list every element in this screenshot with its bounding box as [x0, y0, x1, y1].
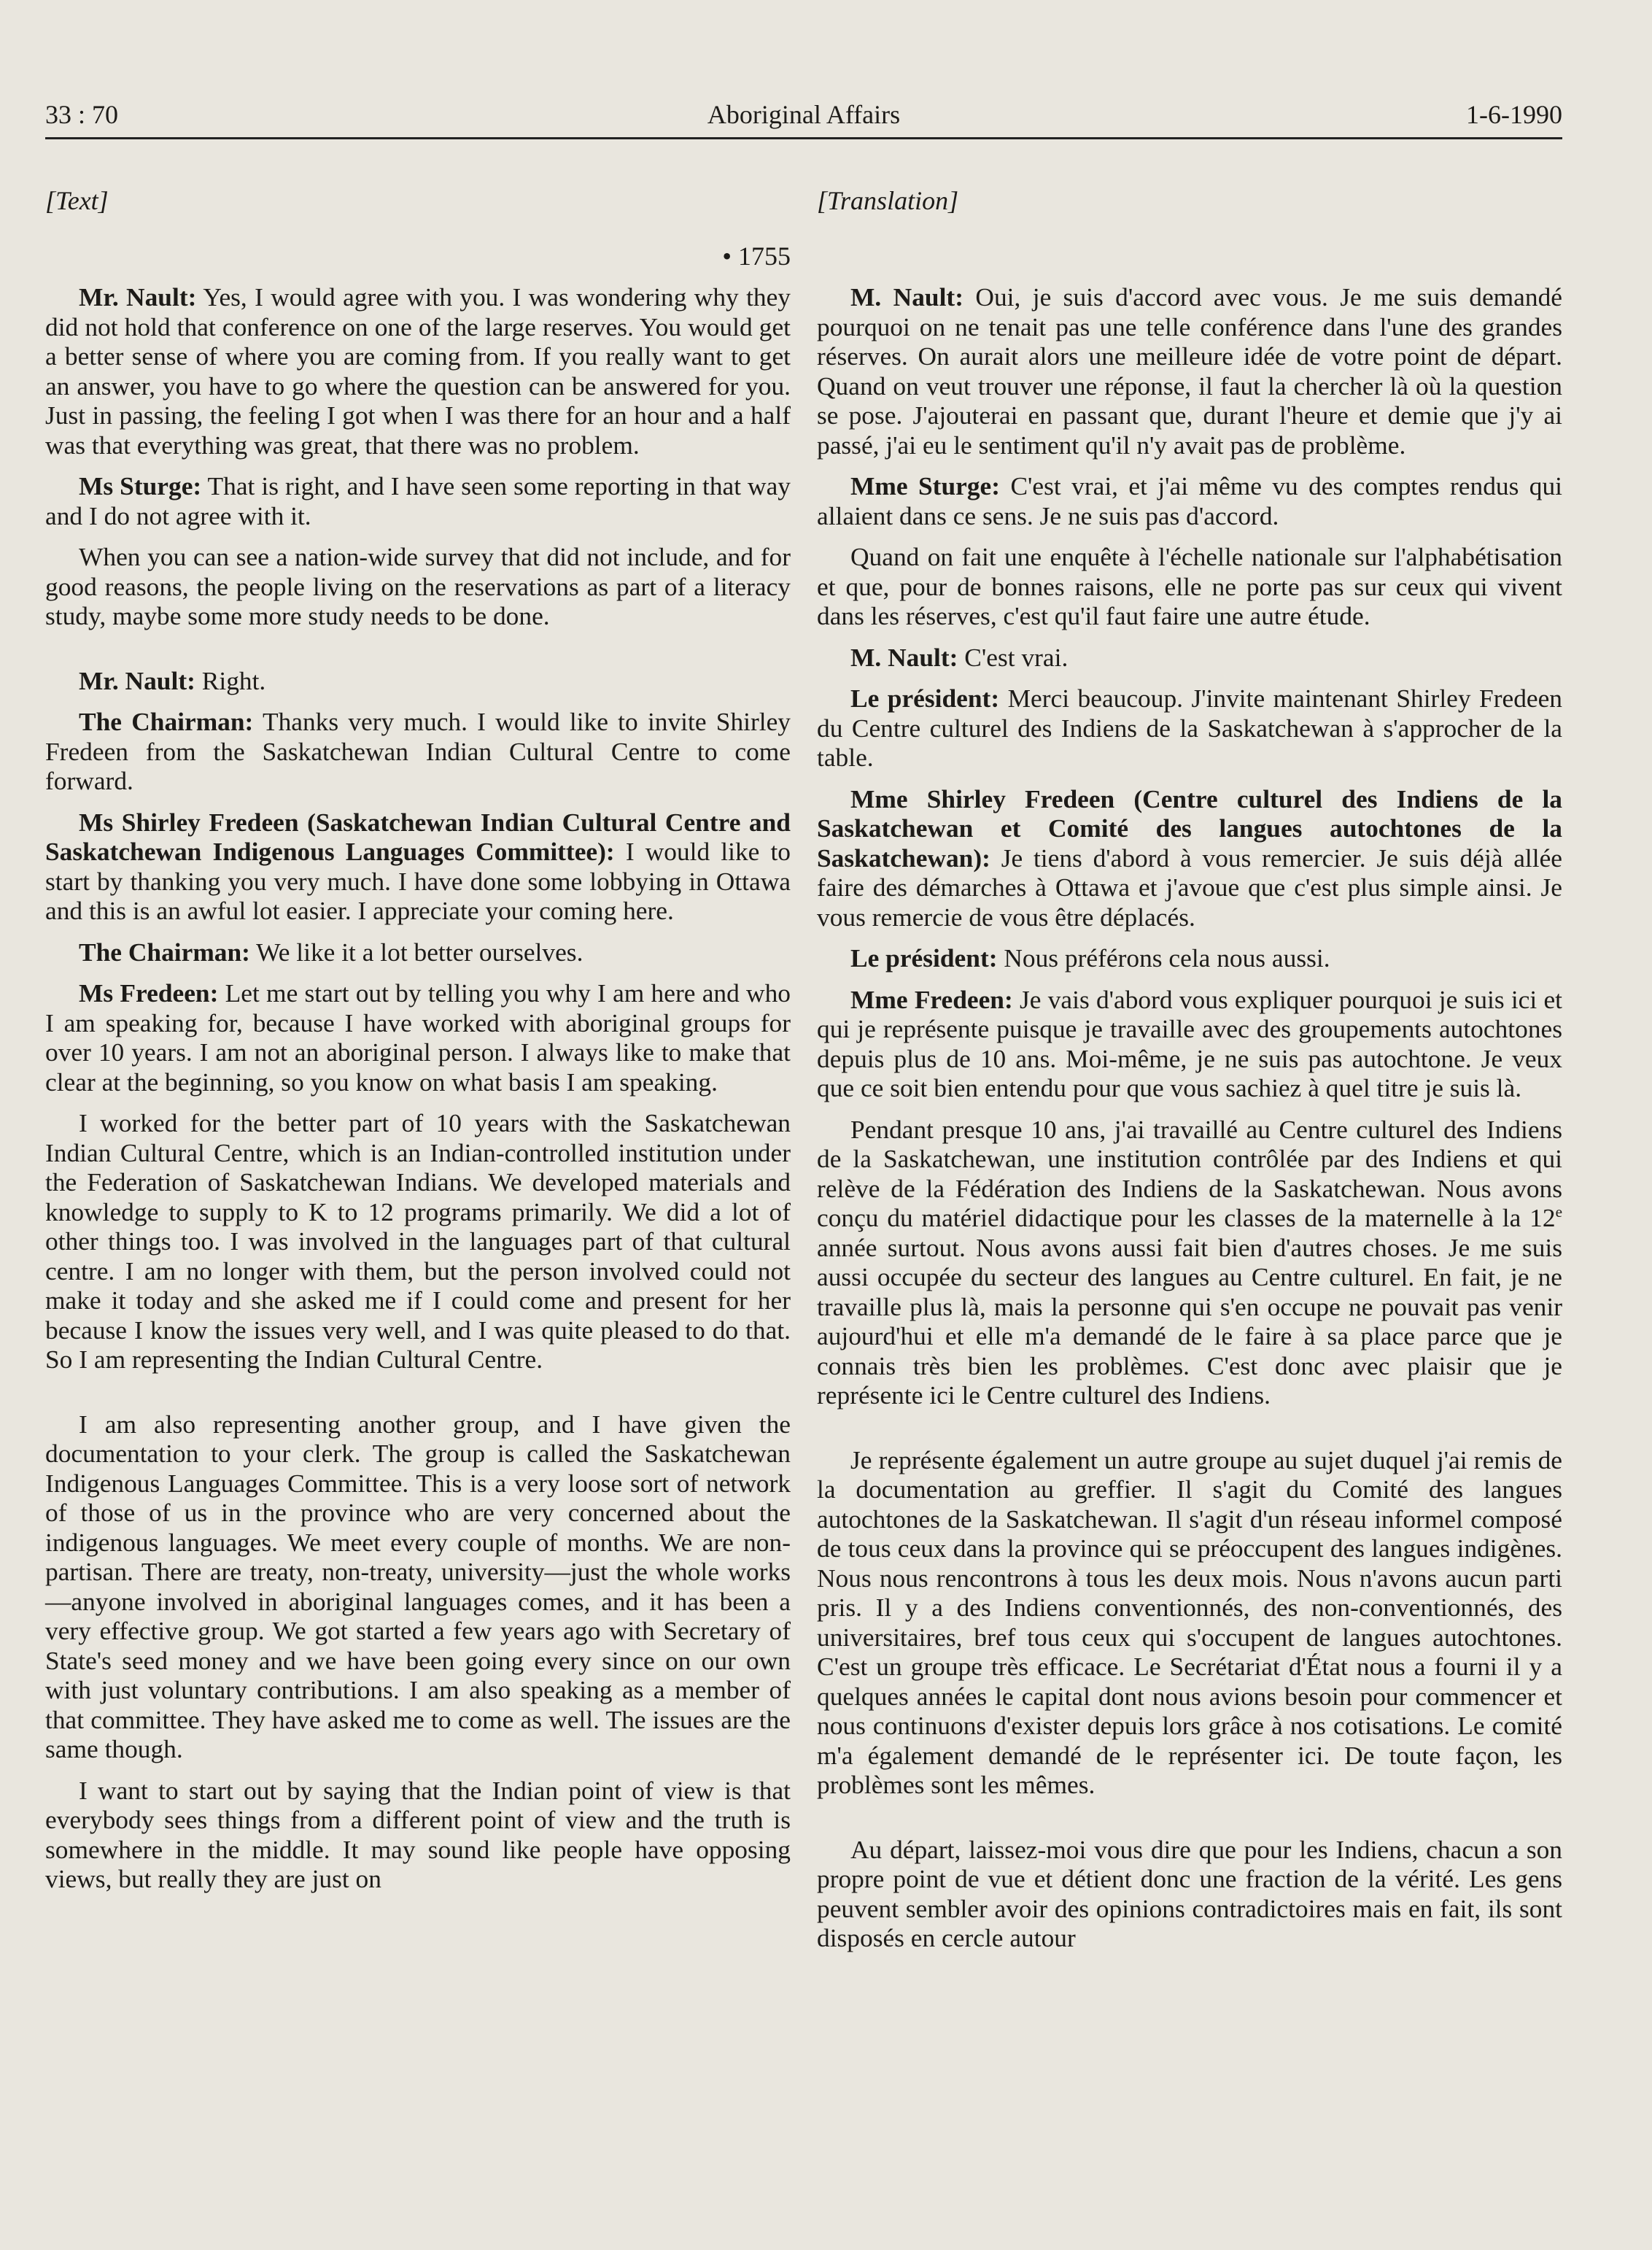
speaker-name: Le président:: [850, 684, 1000, 713]
page-reference: 33 : 70: [45, 100, 119, 129]
paragraph-text: Je tiens d'abord à vous remercier. Je suis déjà allée faire des démarches à Ottawa et j'avoue que c'est plus simple ainsi. Je vous remercie de vous être déplacés.: [817, 843, 1562, 932]
paragraph-text: Pendant presque 10 ans, j'ai travaillé au Centre culturel des Indiens de la Saskatchewan, une institution contrôlée par des Indiens et qui relève de la Fédération des Indiens de la Saskatchewan. Nous avons conçu du matériel didactique pour les classes de la maternelle à la 12: [817, 1114, 1562, 1232]
paragraph: [817, 471, 1562, 530]
paragraph-gap: [45, 643, 791, 666]
speaker-name: Mr. Nault:: [79, 282, 197, 312]
paragraph: [45, 1108, 791, 1375]
paragraph-text: Au départ, laissez-moi vous dire que pour les Indiens, chacun a son propre point de vue et détient donc une fraction de la vérité. Les gens peuvent sembler avoir des opinions contradictoires mais en fait, ils sont disposés en cercle autour: [817, 1834, 1562, 1952]
paragraph-text: Yes, I would agree with you. I was wondering why they did not hold that conference on one of the large reserves. You would get a better sense of where you are coming from. If you really want to get an answer, you have to go where the question can be answered for you. Just in passing, the feeling I got when I was there for an hour and a half was that everything was great, that there was no problem.: [45, 282, 791, 460]
page-header: [45, 95, 1562, 139]
paragraph-text: Quand on fait une enquête à l'échelle nationale sur l'alphabétisation et que, pour de bonnes raisons, elle ne porte pas sur ceux qui vivent dans les réserves, c'est qu'il faut faire une autre étude.: [817, 542, 1562, 630]
paragraph: [45, 808, 791, 926]
paragraph: [45, 542, 791, 631]
paragraph: [817, 1445, 1562, 1800]
paragraph-text: Oui, je suis d'accord avec vous. Je me suis demandé pourquoi on ne tenait pas une telle conférence dans l'une des grandes réserves. On aurait alors une meilleure idée de votre point de départ. Quand on veut trouver une réponse, il faut la chercher là où la question se pose. J'ajouterai en passant que, durant l'heure et demie que j'y ai passé, j'ai eu le sentiment qu'il n'y avait pas de problème.: [817, 282, 1562, 460]
paragraph-gap: [45, 1386, 791, 1410]
column-label-translation: [Translation]: [817, 186, 959, 215]
paragraph-text: Merci beaucoup. J'invite maintenant Shirley Fredeen du Centre culturel des Indiens de la Saskatchewan à s'approcher de la table.: [817, 684, 1563, 772]
paragraph-text: Thanks very much. I would like to invite Shirley Fredeen from the Saskatchewan Indian Cultural Centre to come forward.: [45, 707, 791, 795]
marker-spacer: [817, 241, 1562, 271]
paragraph-text: C'est vrai.: [958, 642, 1069, 672]
speaker-name: Mme Fredeen:: [850, 984, 1013, 1014]
speaker-name: Mr. Nault:: [79, 665, 195, 695]
paragraph-text: Je représente également un autre groupe au sujet duquel j'ai remis de la documentation au greffier. Il s'agit du Comité des langues autochtones de la Saskatchewan. Il s'agit d'un réseau informel composé de tous ceux dans la province qui se préoccupent des langues indigènes. Nous nous rencontrons à tous les deux mois. Nous n'avons aucun parti pris. Il y a des Indiens conventionnés, des non-conventionnés, des universitaires, bref tous ceux qui s'occupent de langues autochtones. C'est un groupe très efficace. Le Secrétariat d'État nous a fourni il y a quelques années le capital dont nous avions besoin pour commencer et nous continuons d'exister depuis lors grâce à nos cotisations. Le comité m'a également demandé de le représenter ici. De toute façon, les problèmes sont les mêmes.: [817, 1445, 1562, 1799]
paragraph-text: I worked for the better part of 10 years with the Saskatchewan Indian Cultural Centre, which is an Indian-controlled institution under the Federation of Saskatchewan Indians. We developed materials and knowledge to supply to K to 12 programs primarily. We did a lot of other things too. I was involved in the languages part of that cultural centre. I am no longer with them, but the person involved could not make it today and she asked me if I could come and present for her because I know the issues very well, and I was quite pleased to do that. So I am representing the Indian Cultural Centre.: [45, 1108, 791, 1374]
paragraph: [45, 471, 791, 530]
speaker-name: M. Nault:: [850, 642, 958, 672]
french-paragraphs: [817, 282, 1562, 1953]
paragraph: [45, 938, 791, 967]
paragraph: [817, 784, 1562, 932]
paragraph-gap: [817, 1422, 1562, 1445]
speaker-name: The Chairman:: [79, 937, 250, 967]
english-column: [45, 186, 791, 1906]
paragraph-text-continued: année surtout. Nous avons aussi fait bien d'autres choses. Je me suis aussi occupée du secteur des langues au Centre culturel. En fait, je ne travaille plus là, mais la personne qui s'en occupe ne pouvait pas venir aujourd'hui et elle m'a demandé de le faire à sa place parce que je connais très bien les problèmes. C'est donc avec plaisir que je représente ici le Centre culturel des Indiens.: [817, 1232, 1562, 1410]
paragraph-text: That is right, and I have seen some reporting in that way and I do not agree with it.: [45, 471, 791, 530]
paragraph-text: Right.: [195, 665, 266, 695]
paragraph-text: We like it a lot better ourselves.: [249, 937, 583, 967]
paragraph-text: C'est vrai, et j'ai même vu des comptes rendus qui allaient dans ce sens. Je ne suis pas d'accord.: [817, 471, 1562, 530]
paragraph: [817, 1115, 1562, 1410]
speaker-name: Mme Sturge:: [850, 471, 1001, 500]
paragraph: [817, 643, 1562, 673]
paragraph: [817, 1835, 1562, 1953]
speaker-name: Le président:: [850, 943, 998, 973]
english-paragraphs: [45, 282, 791, 1894]
time-marker: • 1755: [722, 241, 791, 271]
paragraph: [45, 666, 791, 696]
paragraph-text: I would like to start by thanking you very much. I have done some lobbying in Ottawa and this is an awful lot easier. I appreciate your coming here.: [45, 837, 791, 925]
paragraph-text: Nous préférons cela nous aussi.: [997, 943, 1330, 973]
running-title: Aboriginal Affairs: [707, 100, 901, 129]
paragraph: [817, 282, 1562, 460]
paragraph: [45, 707, 791, 796]
speaker-name: M. Nault:: [850, 282, 963, 312]
paragraph: [817, 943, 1562, 973]
superscript: e: [1555, 1203, 1562, 1221]
paragraph: [45, 1410, 791, 1764]
speaker-name: Ms Fredeen:: [79, 978, 219, 1008]
french-column: [817, 186, 1562, 1965]
header-date: 1-6-1990: [1466, 100, 1562, 129]
paragraph-text: When you can see a nation-wide survey that did not include, and for good reasons, the people living on the reservations as part of a literacy study, maybe some more study needs to be done.: [45, 542, 791, 630]
paragraph-text: Je vais d'abord vous expliquer pourquoi je suis ici et qui je représente puisque je travaille avec des groupements autochtones depuis plus de 10 ans. Moi-même, je ne suis pas autochtone. Je veux que ce soit bien entendu pour que vous sachiez à quel titre je suis là.: [817, 984, 1562, 1102]
speaker-name: The Chairman:: [79, 707, 254, 736]
paragraph: [817, 542, 1562, 631]
column-label-text: [Text]: [45, 186, 109, 215]
paragraph-gap: [817, 1812, 1562, 1835]
speaker-name: Ms Sturge:: [79, 471, 202, 500]
paragraph-text: Let me start out by telling you why I am here and who I am speaking for, because I have worked with aboriginal groups for over 10 years. I am not an aboriginal person. I always like to make that clear at the beginning, so you know on what basis I am speaking.: [45, 978, 791, 1097]
speaker-name: Mme Shirley Fredeen (Centre culturel des Indiens de la Saskatchewan et Comité des langues autochtones de la Saskatchewan):: [817, 784, 1562, 873]
paragraph: [45, 282, 791, 460]
speaker-name: Ms Shirley Fredeen (Saskatchewan Indian Cultural Centre and Saskatchewan Indigenous Languages Committee):: [45, 807, 791, 866]
paragraph: [45, 1776, 791, 1894]
paragraph: [45, 978, 791, 1097]
paragraph: [817, 684, 1562, 773]
paragraph-text: I want to start out by saying that the Indian point of view is that everybody sees things from a different point of view and the truth is somewhere in the middle. It may sound like people have opposing views, but really they are just on: [45, 1775, 791, 1893]
paragraph-text: I am also representing another group, and I have given the documentation to your clerk. The group is called the Saskatchewan Indigenous Languages Committee. This is a very loose sort of network of those of us in the province who are very concerned about the indigenous languages. We meet every couple of months. We are non-partisan. There are treaty, non-treaty, university—just the whole works—anyone involved in aboriginal languages comes, and it has been a very effective group. We got started a few years ago with Secretary of State's seed money and we have been going every since on our own with just voluntary contributions. I am also speaking as a member of that committee. They have asked me to come as well. The issues are the same though.: [45, 1409, 791, 1763]
paragraph: [817, 985, 1562, 1103]
